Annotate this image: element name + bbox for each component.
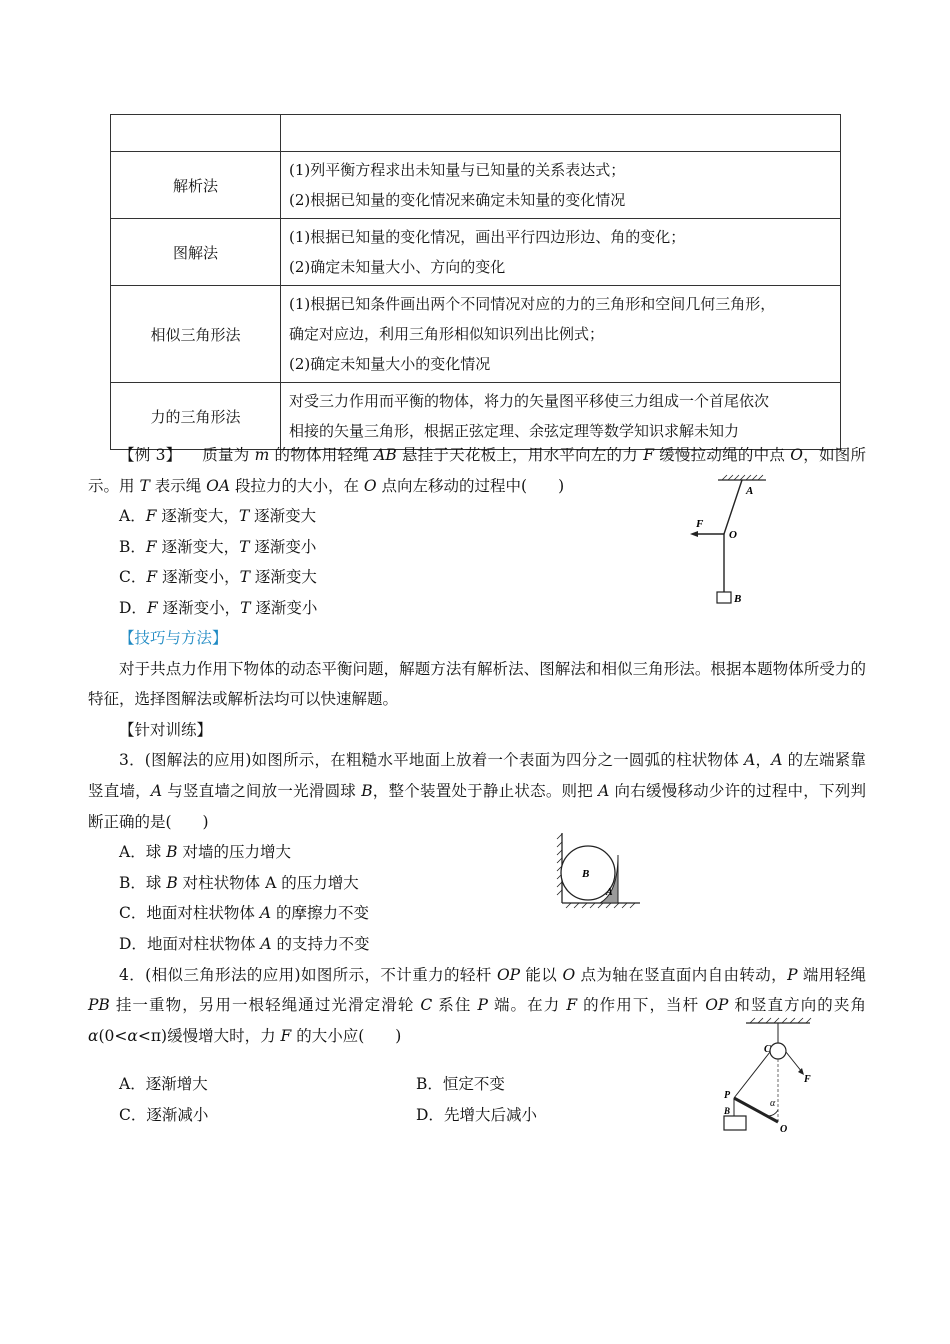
option-key: B．: [119, 873, 146, 892]
stem-variable: OP: [705, 996, 729, 1015]
example3-options: [88, 501, 648, 623]
stem-text: 的大小应( ): [291, 1026, 402, 1045]
label-b: B: [724, 1106, 731, 1116]
table-row: [111, 152, 841, 219]
stem-text: ，: [755, 751, 772, 770]
practice-heading: 【针对训练】: [119, 720, 213, 739]
description-line: 对受三力作用而平衡的物体，将力的矢量图平移使三力组成一个首尾依次: [289, 392, 770, 410]
table-header-row: [111, 115, 841, 152]
stem-variable: O: [790, 446, 803, 464]
stem-text: 悬挂于天花板上，用水平向左的力: [396, 446, 644, 464]
option-key: C．: [119, 904, 147, 923]
stem-text: 的作用下，当杆: [577, 996, 706, 1015]
label-f: F: [696, 518, 704, 530]
stem-variable: A: [150, 781, 163, 800]
method-name: 力的三角形法: [111, 383, 281, 450]
angle-arc: [768, 1110, 778, 1116]
option-variable: F: [146, 598, 158, 617]
option-variable: B: [166, 843, 178, 862]
stem-variable: F: [280, 1026, 292, 1045]
stem-variable: C: [420, 996, 433, 1015]
option-text: 逐渐变小，: [157, 598, 241, 617]
rope-pc: [734, 1052, 770, 1098]
option-c[interactable]: [119, 1103, 208, 1125]
option-variable: B: [166, 873, 178, 892]
option-variable: T: [238, 507, 250, 525]
stem-variable: α: [127, 1026, 138, 1045]
method-name: 图解法: [111, 219, 281, 286]
option-key: C．: [119, 568, 147, 587]
description-line: (1)列平衡方程求出未知量与已知量的关系表达式；: [289, 161, 626, 179]
label-b: B: [582, 868, 590, 880]
ceiling-hatch: [750, 1018, 811, 1023]
option-c[interactable]: [88, 562, 648, 593]
option-key: A．: [119, 843, 146, 862]
option-a[interactable]: [88, 501, 648, 532]
stem-text: 质量为: [202, 446, 255, 464]
option-text: 逐渐增大: [145, 1075, 208, 1093]
stem-text: 4．(相似三角形法的应用)如图所示，不计重力的轻杆: [119, 965, 497, 984]
description-line: (2)确定未知量大小、方向的变化: [289, 258, 506, 276]
stem-variable: A: [744, 751, 756, 770]
option-key: A．: [119, 1075, 146, 1093]
stem-text: 表示绳: [149, 476, 207, 495]
description-line: 确定对应边，利用三角形相似知识列出比例式；: [289, 325, 605, 343]
method-description: [281, 219, 841, 286]
option-b[interactable]: [88, 868, 558, 899]
option-text: 逐渐变小: [250, 598, 318, 617]
stem-variable: OP: [496, 965, 521, 984]
option-variable: T: [240, 598, 251, 617]
option-text: 的摩擦力不变: [271, 904, 369, 923]
label-alpha: α: [770, 1098, 776, 1109]
question-4-figure: [718, 1016, 818, 1136]
option-text: 球: [145, 843, 167, 862]
stem-text: 能以: [520, 965, 563, 984]
option-text: 逐渐变大: [249, 568, 317, 587]
stem-variable: O: [562, 965, 576, 984]
stem-variable: PB: [88, 996, 110, 1015]
example-label: 【例 3】: [119, 446, 182, 464]
stem-text: (0<: [98, 1026, 128, 1045]
option-key: D．: [119, 598, 147, 617]
stem-text: 端。在力: [487, 996, 567, 1015]
option-text: 逐渐变大，: [156, 537, 240, 556]
label-o: O: [729, 529, 737, 541]
option-text: 的支持力不变: [271, 934, 370, 953]
option-variable: F: [145, 507, 157, 525]
arrow-head-icon: [690, 531, 698, 537]
option-variable: A: [260, 934, 272, 953]
option-text: 恒定不变: [442, 1075, 505, 1093]
tips-section: [88, 623, 866, 1051]
stem-variable: P: [477, 996, 488, 1015]
stem-text: ，如图所示。用: [88, 446, 866, 495]
wall-hatch: [557, 834, 562, 895]
method-description: [281, 152, 841, 219]
rope-oa: [724, 480, 742, 534]
option-text: 逐渐减小: [146, 1106, 209, 1124]
stem-variable: O: [363, 476, 377, 495]
question-3-figure: [556, 831, 642, 911]
example3-figure: [680, 474, 770, 606]
stem-text: 缓慢拉动绳的中点: [653, 446, 791, 464]
option-variable: T: [239, 537, 250, 556]
ground-hatch: [566, 903, 635, 908]
method-name: 解析法: [111, 152, 281, 219]
description-line: (2)确定未知量大小的变化情况: [289, 355, 491, 373]
description-line: (2)根据已知量的变化情况来确定未知量的变化情况: [289, 191, 626, 209]
stem-text: 系住: [432, 996, 478, 1015]
option-text: 对墙的压力增大: [177, 843, 291, 862]
option-text: 先增大后减小: [443, 1106, 537, 1124]
description-line: 相接的矢量三角形，根据正弦定理、余弦定理等数学知识求解未知力: [289, 422, 740, 440]
option-key: A．: [119, 507, 146, 525]
pulley-c: [770, 1043, 786, 1059]
stem-text: ，整个装置处于静止状态。则把: [372, 781, 599, 800]
label-o: O: [780, 1124, 788, 1135]
option-text: 逐渐变小: [249, 537, 317, 556]
label-p: P: [724, 1090, 731, 1101]
description-line: (1)根据已知量的变化情况，画出平行四边形边、角的变化；: [289, 228, 686, 246]
option-d[interactable]: [416, 1103, 537, 1125]
option-d[interactable]: [88, 929, 558, 960]
question-3-stem: [88, 745, 866, 837]
stem-text: 向右缓慢移动少许的过程中，下列判断正确的是( ): [88, 781, 866, 831]
stem-text: 挂一重物，另用一根轻绳通过光滑定滑轮: [109, 996, 421, 1015]
table-row: [111, 286, 841, 383]
rope-f: [786, 1052, 802, 1072]
option-key: C．: [119, 1106, 147, 1124]
weight-block: [717, 592, 731, 603]
tips-heading: 【技巧与方法】: [119, 629, 228, 647]
option-b[interactable]: [88, 532, 648, 563]
option-variable: A: [259, 904, 272, 923]
option-a[interactable]: [119, 1072, 208, 1094]
tips-body: 对于共点力作用下物体的动态平衡问题，解题方法有解析法、图解法和相似三角形法。根据本题物体所受力的特征，选择图解法或解析法均可以快速解题。: [88, 659, 866, 709]
stem-text: 3．(图解法的应用)如图所示，在粗糙水平地面上放着一个表面为四分之一圆弧的柱状物体: [119, 751, 745, 770]
option-key: B．: [119, 537, 146, 556]
option-key: D．: [119, 934, 147, 953]
option-text: 球: [145, 873, 167, 892]
option-b[interactable]: [416, 1072, 505, 1094]
stem-text: 点为轴在竖直面内自由转动，: [575, 965, 788, 984]
table-row: [111, 219, 841, 286]
stem-variable: T: [139, 476, 150, 495]
ceiling-hatch: [722, 475, 763, 480]
stem-variable: B: [361, 781, 373, 800]
stem-text: 的左端紧靠竖直墙，: [88, 751, 866, 800]
stem-variable: F: [566, 996, 578, 1015]
stem-variable: A: [771, 751, 783, 770]
methods-table: [110, 114, 841, 450]
stem-text: <π)缓慢增大时，力: [137, 1026, 281, 1045]
option-text: 逐渐变小，: [157, 568, 240, 587]
stem-variable: A: [598, 781, 610, 800]
weight-block: [724, 1116, 746, 1130]
method-description: [281, 286, 841, 383]
stem-text: 与竖直墙之间放一光滑圆球: [162, 781, 362, 800]
stem-text: 点向左移动的过程中( ): [376, 476, 565, 495]
option-variable: T: [239, 568, 250, 587]
option-text: 地面对柱状物体: [146, 904, 260, 923]
option-variable: F: [145, 537, 157, 556]
question-3-options: [88, 837, 558, 959]
option-d[interactable]: [88, 593, 648, 624]
option-text: 地面对柱状物体: [146, 934, 261, 953]
stem-text: 段拉力的大小，在: [230, 476, 364, 495]
option-text: 对柱状物体 A 的压力增大: [177, 873, 359, 892]
option-key: D．: [416, 1106, 444, 1124]
label-a: A: [606, 887, 613, 898]
stem-variable: P: [787, 965, 798, 984]
description-line: (1)根据已知条件画出两个不同情况对应的力的三角形和空间几何三角形，: [289, 295, 776, 313]
label-f: F: [804, 1074, 811, 1085]
stem-text: 和竖直方向的夹角: [728, 996, 866, 1015]
method-name: 相似三角形法: [111, 286, 281, 383]
option-c[interactable]: [88, 898, 558, 929]
label-c: C: [764, 1044, 771, 1055]
option-a[interactable]: [88, 837, 558, 868]
stem-variable: α: [88, 1026, 99, 1045]
stem-variable: AB: [374, 446, 397, 464]
option-text: 逐渐变大: [249, 507, 317, 525]
stem-variable: m: [254, 446, 270, 464]
stem-text: 的物体用轻绳: [269, 446, 375, 464]
option-variable: F: [146, 568, 158, 587]
table-header-cell: [281, 115, 841, 152]
label-b: B: [734, 593, 742, 605]
stem-text: 端用轻绳: [797, 965, 866, 984]
option-text: 逐渐变大，: [156, 507, 239, 525]
option-key: B．: [416, 1075, 443, 1093]
label-a: A: [746, 485, 754, 497]
stem-variable: F: [643, 446, 654, 464]
stem-variable: OA: [206, 476, 231, 495]
table-header-cell: [111, 115, 281, 152]
